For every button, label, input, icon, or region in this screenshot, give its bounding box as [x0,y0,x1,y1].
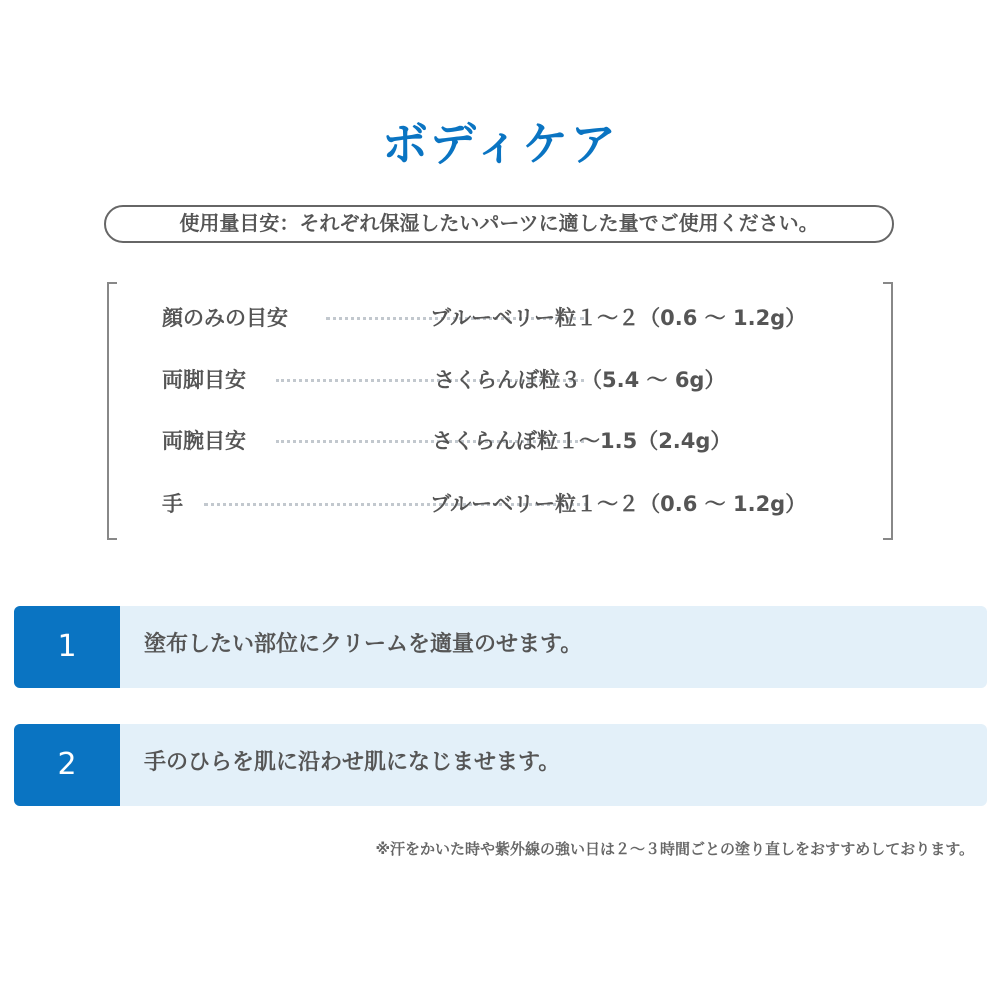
usage-row-value: さくらんぼ粒１〜1.5（2.4g） [432,429,732,453]
usage-row-value: さくらんぼ粒３（5.4 〜 6g） [434,368,726,392]
usage-row-value: ブルーベリー粒１〜２（0.6 〜 1.2g） [430,306,807,330]
usage-row-value: ブルーベリー粒１〜２（0.6 〜 1.2g） [430,492,807,516]
usage-row-label: 手 [162,492,183,516]
step-2 [14,724,987,806]
usage-row-label: 両腕目安 [162,429,246,453]
right-bracket [883,282,893,540]
usage-row-label: 両脚目安 [162,368,246,392]
footnote: ※汗をかいた時や紫外線の強い日は２〜３時間ごとの塗り直しをおすすめしております。 [375,840,974,858]
step-1 [14,606,987,688]
step-text: 塗布したい部位にクリームを適量のせます。 [144,632,583,657]
left-bracket [107,282,117,540]
page-title: ボディケア [381,117,619,171]
step-text: 手のひらを肌に沿わせ肌になじませます。 [144,750,561,775]
usage-row-label: 顔のみの目安 [162,306,288,330]
step-number: 2 [14,724,120,806]
step-number: 1 [14,606,120,688]
usage-guide-banner: 使用量目安：それぞれ保湿したいパーツに適した量でご使用ください。 [104,205,894,243]
